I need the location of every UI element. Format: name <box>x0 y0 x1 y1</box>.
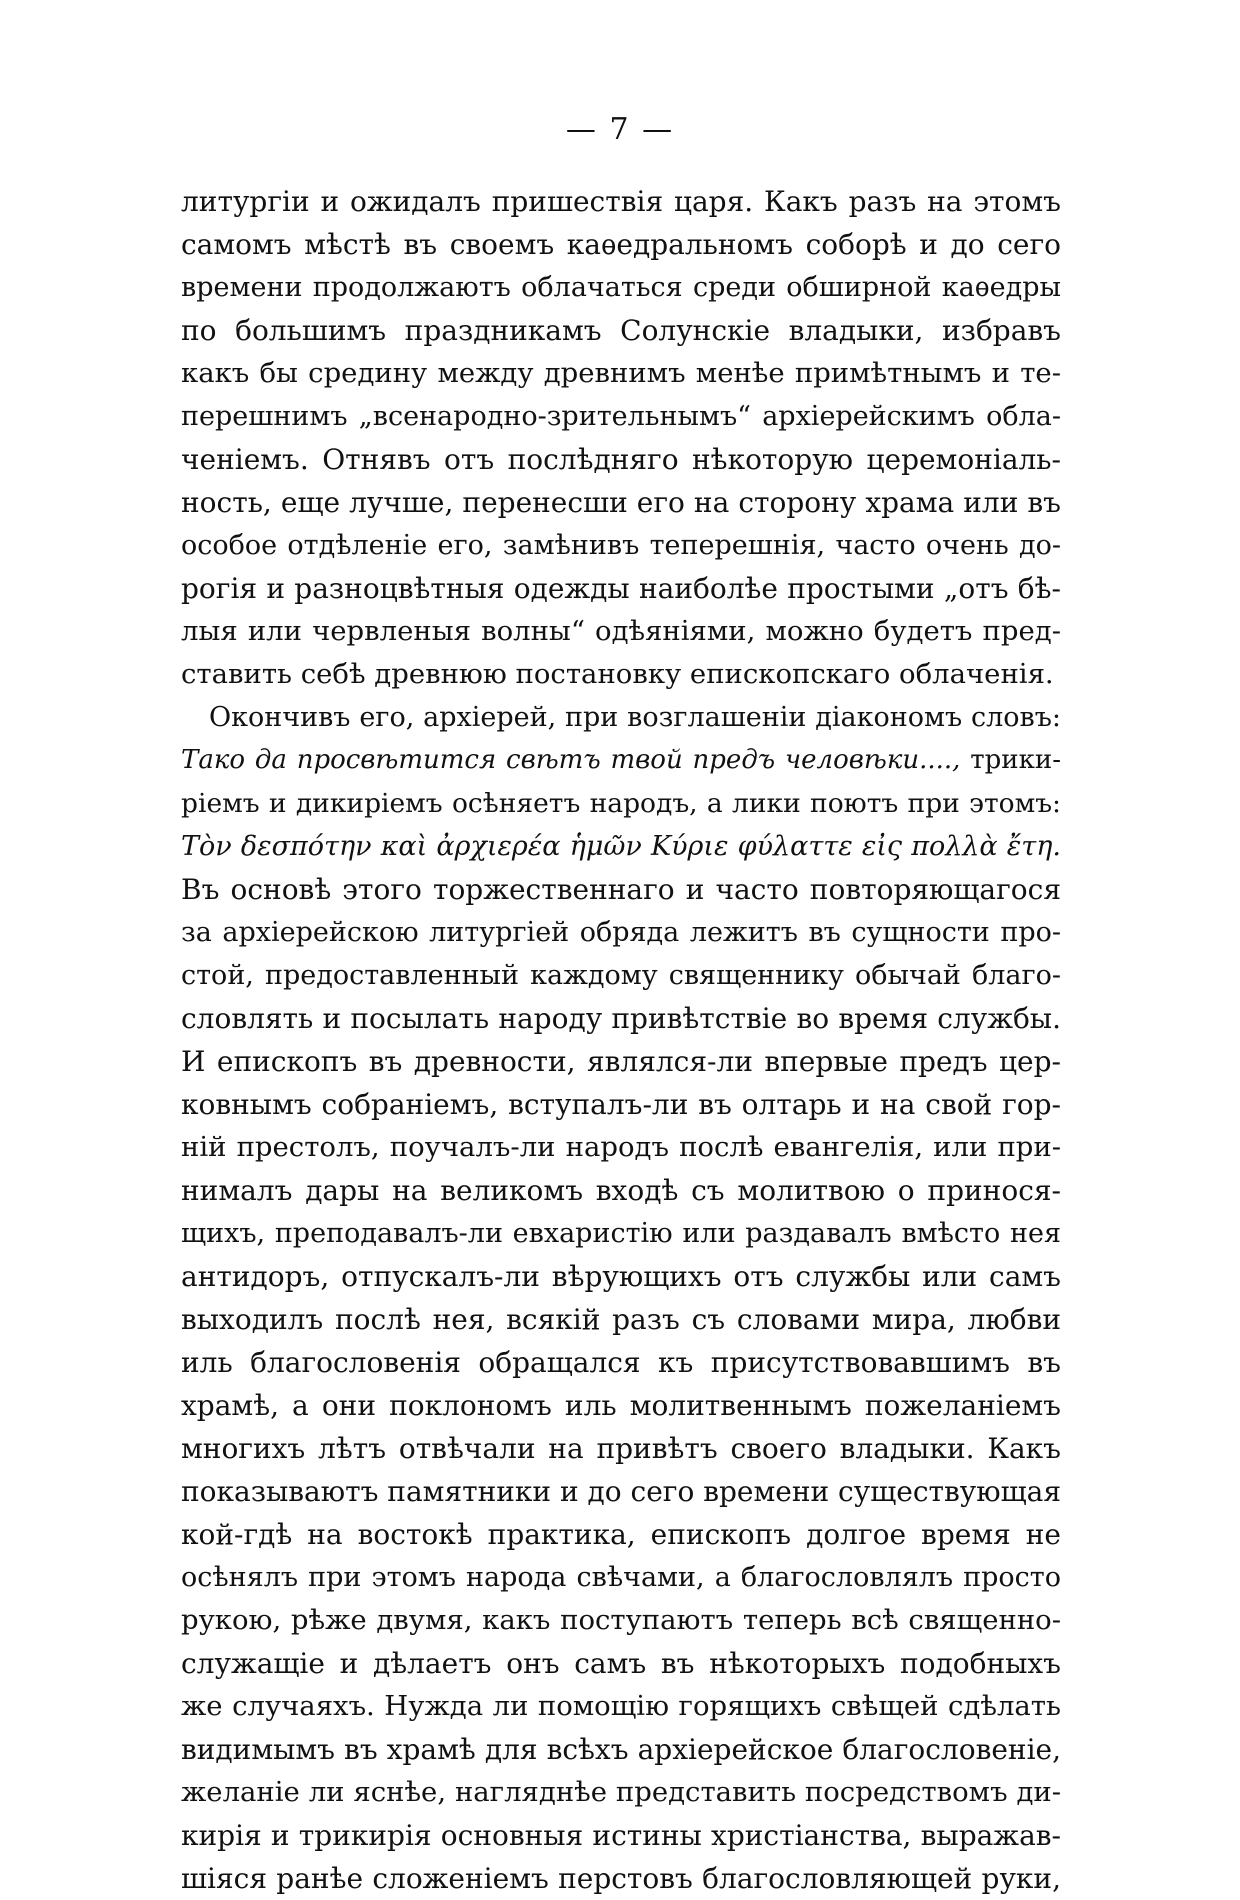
text-line: литургіи и ожидалъ пришествія царя. Какъ разъ на этомъ <box>181 185 1061 218</box>
text-line: щихъ, преподавалъ-ли евхаристію или раздавалъ вмѣсто нея <box>181 1218 1061 1249</box>
italic-quote: Тако да просвѣтится свѣтъ твой предъ человѣки...., <box>181 745 961 775</box>
text-line: осѣнялъ при этомъ народа свѣчами, а благословлялъ просто <box>181 1562 1061 1593</box>
text-line: какъ бы средину между древнимъ менѣе примѣтнымъ и те- <box>181 357 1061 389</box>
text-line: храмѣ, а они поклономъ иль молитвеннымъ пожеланіемъ <box>181 1389 1061 1422</box>
text-line: самомъ мѣстѣ въ своемъ каѳедральномъ соборѣ и до сего <box>181 228 1061 261</box>
text-segment: трики- <box>960 745 1061 775</box>
text-line: антидоръ, отпускалъ-ли вѣрующихъ отъ службы или самъ <box>181 1260 1061 1293</box>
text-line: рогія и разноцвѣтныя одежды наиболѣе простыми „отъ бѣ- <box>181 572 1061 605</box>
text-line: видимымъ въ храмѣ для всѣхъ архіерейское благословеніе, <box>181 1733 1061 1766</box>
text-line: особое отдѣленіе его, замѣнивъ теперешнія, часто очень до- <box>181 530 1061 561</box>
text-line: по большимъ праздникамъ Солунскіе владыки, избравъ <box>181 314 1061 347</box>
text-line: ріемъ и дикиріемъ осѣняетъ народъ, а лики поютъ при этомъ: <box>181 788 1061 819</box>
paragraph-first-line: Окончивъ его, архіерей, при возглашеніи діакономъ словъ: <box>209 702 1061 733</box>
text-line: многихъ лѣтъ отвѣчали на привѣтъ своего владыки. Какъ <box>181 1432 1061 1465</box>
text-line-mixed <box>181 739 1061 782</box>
text-line: перешнимъ „всенародно-зрительнымъ“ архіерейскимъ обла- <box>181 401 1061 432</box>
text-line: ставить себѣ древнюю постановку епископскаго облаченія. <box>181 658 1054 690</box>
text-line: же случаяхъ. Нужда ли помощію горящихъ свѣщей сдѣлать <box>181 1690 1061 1722</box>
text-line: Въ основѣ этого торжественнаго и часто повторяющагося <box>181 873 1061 906</box>
text-line: ность, еще лучше, перенесши его на сторону храма или въ <box>181 486 1061 519</box>
text-line: за архіерейскою литургіей обряда лежитъ въ сущности про- <box>181 917 1061 948</box>
greek-text-line: Τὸν δεσπότην καὶ ἀρχιερέα ἡμῶν Κύριε φύλαττε εἰς πολλὰ ἔτη. <box>181 831 1061 862</box>
text-line: словлять и посылать народу привѣтствіе во время службы. <box>181 1002 1061 1035</box>
text-line: желаніе ли яснѣе, нагляднѣе представить посредствомъ ди- <box>181 1776 1061 1808</box>
text-line: нималъ дары на великомъ входѣ съ молитвою о принося- <box>181 1174 1061 1207</box>
text-line: кирія и трикирія основныя истины христіанства, выражав- <box>181 1819 1061 1852</box>
text-line: показываютъ памятники и до сего времени существующая <box>181 1475 1061 1508</box>
text-line: шіяся ранѣе сложеніемъ перстовъ благословляющей руки, <box>181 1862 1061 1895</box>
text-line: ченіемъ. Отнявъ отъ послѣдняго нѣкоторую церемоніаль- <box>181 443 1061 476</box>
text-line: стой, предоставленный каждому священнику обычай благо- <box>181 960 1061 991</box>
text-body <box>181 180 1061 1900</box>
text-line: ковнымъ собраніемъ, вступалъ-ли въ олтарь и на свой гор- <box>181 1088 1061 1121</box>
text-line: иль благословенія обращался къ присутствовавшимъ въ <box>181 1346 1061 1379</box>
text-line: И епископъ въ древности, являлся-ли впервые предъ цер- <box>181 1045 1061 1078</box>
text-line: выходилъ послѣ нея, всякій разъ съ словами мира, любви <box>181 1303 1061 1336</box>
page-number: — 7 — <box>565 112 675 147</box>
text-line: лыя или червленыя волны“ одѣяніями, можно будетъ пред- <box>181 615 1061 647</box>
text-line: ній престолъ, поучалъ-ли народъ послѣ евангелія, или при- <box>181 1131 1061 1163</box>
text-line: служащіе и дѣлаетъ онъ самъ въ нѣкоторыхъ подобныхъ <box>181 1647 1061 1680</box>
text-line: времени продолжаютъ облачаться среди обширной каѳедры <box>181 272 1061 303</box>
text-line: рукою, рѣже двумя, какъ поступаютъ теперь всѣ священно- <box>181 1604 1061 1636</box>
text-line: кой-гдѣ на востокѣ практика, епископъ долгое время не <box>181 1518 1061 1551</box>
